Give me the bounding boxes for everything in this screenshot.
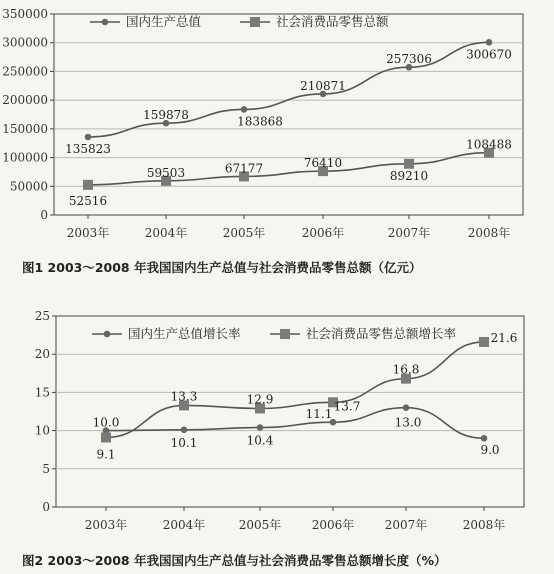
chart1-series-2-data-label: 76410 <box>303 156 343 171</box>
chart2-series-1-line <box>106 408 484 439</box>
chart2-x-tick-label: 2005年 <box>238 518 282 532</box>
chart1-series-1-data-label: 257306 <box>386 52 432 67</box>
chart2-series-2-data-label: 12.9 <box>246 392 274 407</box>
chart2-series-1-data-label: 13.0 <box>394 415 422 430</box>
chart2-series-1-point <box>481 435 488 442</box>
gdp-retail-chart <box>0 0 554 252</box>
chart2-series-1-point <box>257 424 264 431</box>
chart1-series-1-data-label: 300670 <box>466 47 512 62</box>
chart1-y-tick-label: 100000 <box>2 150 48 165</box>
chart2-y-tick-label: 15 <box>34 385 50 400</box>
chart2-series-2-data-label: 9.1 <box>96 447 116 462</box>
chart1-series-1-data-label: 135823 <box>65 141 111 156</box>
chart1-y-tick-label: 250000 <box>2 64 48 79</box>
chart1-x-tick-label: 2003年 <box>66 226 110 240</box>
chart1-caption: 图1 2003～2008 年我国国内生产总值与社会消费品零售总额（亿元） <box>22 260 422 275</box>
chart1-legend-marker <box>250 17 260 27</box>
chart2-legend-label: 国内生产总值增长率 <box>128 326 241 341</box>
chart2-series-2-point <box>101 432 111 442</box>
chart2-y-tick-label: 25 <box>34 309 50 323</box>
chart2-x-tick-label: 2008年 <box>462 518 506 532</box>
chart2-series-2-line <box>106 342 484 438</box>
chart1-y-tick-label: 300000 <box>2 35 48 50</box>
chart2-x-tick-label: 2006年 <box>311 518 355 532</box>
chart2-x-tick-label: 2007年 <box>384 518 428 532</box>
chart1-series-2-data-label: 59503 <box>146 165 186 180</box>
chart1-y-tick-label: 50000 <box>9 179 48 194</box>
chart2-x-tick-label: 2004年 <box>162 518 206 532</box>
chart2-series-1-data-label: 11.1 <box>305 407 333 422</box>
chart2-y-tick-label: 0 <box>42 500 50 514</box>
chart1-series-2-data-label: 52516 <box>68 193 108 208</box>
chart1-plot-frame <box>54 14 523 215</box>
chart1-y-tick-label: 200000 <box>2 93 48 108</box>
chart2-y-tick-label: 20 <box>34 347 50 362</box>
chart1-series-2-point <box>404 159 414 169</box>
chart1-series-1-data-label: 159878 <box>143 108 189 123</box>
chart1-y-tick-label: 150000 <box>2 121 48 136</box>
chart2-series-1-point <box>181 427 188 434</box>
chart1-legend-marker <box>102 19 109 26</box>
chart2-series-1-data-label: 10.1 <box>170 435 198 450</box>
growth-rate-chart <box>0 300 554 550</box>
chart2-series-2-point <box>479 337 489 347</box>
chart2-series-1-point <box>403 404 410 411</box>
chart2-series-2-data-label: 13.3 <box>170 389 198 404</box>
chart1-x-tick-label: 2008年 <box>467 226 511 240</box>
chart2-y-tick-label: 5 <box>42 461 50 476</box>
chart1-series-2-data-label: 89210 <box>389 168 429 183</box>
chart1-series-2-data-label: 108488 <box>466 137 512 152</box>
chart1-series-2-data-label: 67177 <box>224 161 264 176</box>
chart2-plot-frame <box>56 316 524 507</box>
chart2-series-2-data-label: 16.8 <box>392 362 420 377</box>
chart1-x-tick-label: 2007年 <box>387 226 431 240</box>
chart1-series-1-data-label: 183868 <box>237 114 283 129</box>
chart2-series-1-data-label: 9.0 <box>480 443 500 458</box>
chart1-x-tick-label: 2006年 <box>301 226 345 240</box>
chart2-y-tick-label: 10 <box>34 423 50 438</box>
chart2-series-2-data-label: 21.6 <box>490 330 518 345</box>
chart1-series-1-data-label: 210871 <box>300 78 346 93</box>
chart2-caption: 图2 2003～2008 年我国国内生产总值与社会消费品零售总额增长度（%） <box>22 553 447 568</box>
chart2-legend-marker <box>104 331 111 338</box>
chart1-x-tick-label: 2005年 <box>222 226 266 240</box>
chart2-x-tick-label: 2003年 <box>84 518 128 532</box>
chart1-series-2-point <box>83 180 93 190</box>
chart1-legend-label: 国内生产总值 <box>126 14 202 29</box>
chart1-series-1-point <box>241 106 248 113</box>
chart1-series-1-point <box>486 39 493 46</box>
chart1-x-tick-label: 2004年 <box>144 226 188 240</box>
chart2-series-2-data-label: 13.7 <box>333 399 361 414</box>
chart2-legend-label: 社会消费品零售总额增长率 <box>306 326 457 341</box>
chart1-y-tick-label: 0 <box>40 208 48 222</box>
chart2-legend-marker <box>280 329 290 339</box>
chart1-y-tick-label: 350000 <box>2 7 48 21</box>
chart1-series-1-point <box>85 134 92 141</box>
chart2-series-1-data-label: 10.4 <box>246 433 274 448</box>
chart2-series-1-data-label: 10.0 <box>92 415 120 430</box>
chart1-legend-label: 社会消费品零售总额 <box>276 14 389 29</box>
